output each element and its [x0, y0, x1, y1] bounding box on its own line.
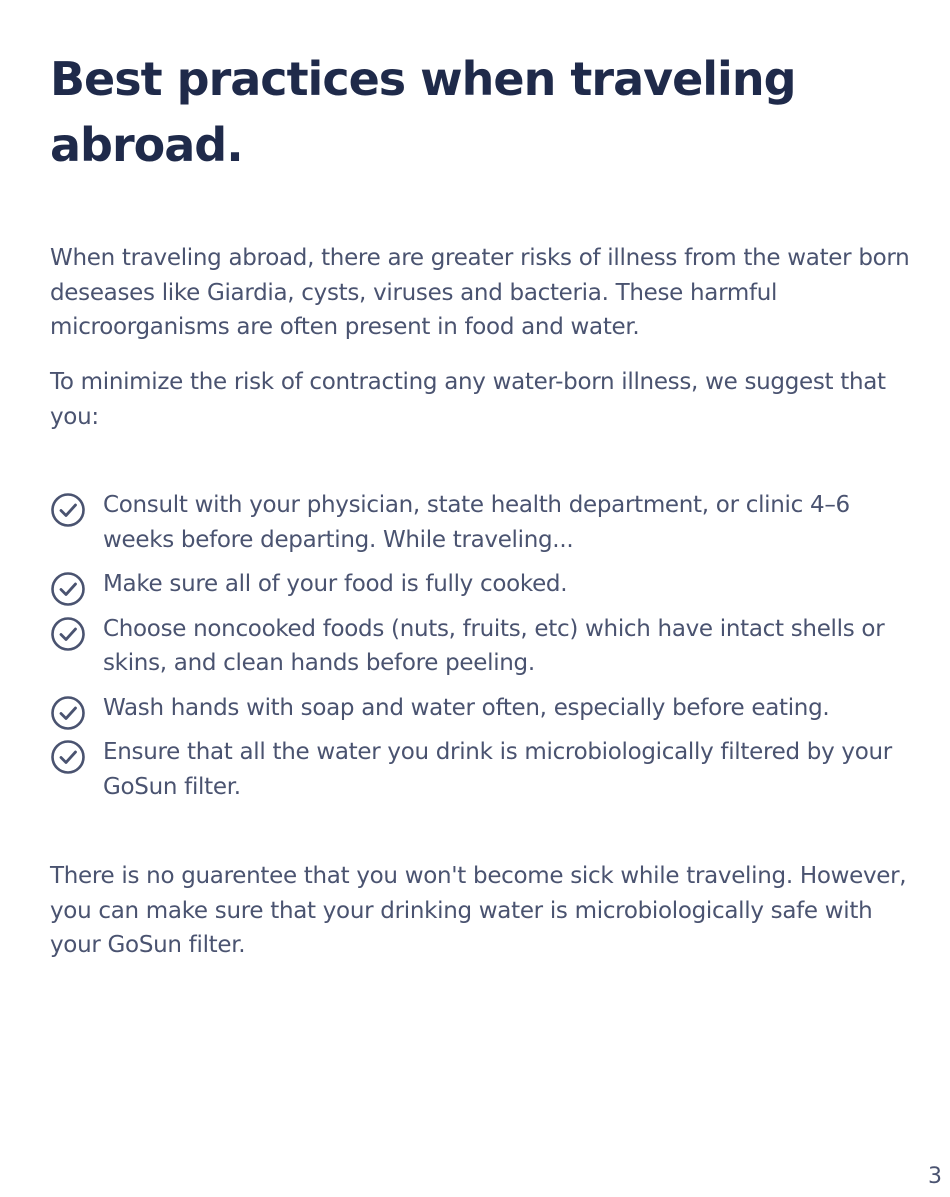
checklist-item [50, 567, 920, 602]
checklist-item-text: Wash hands with soap and water often, especially before eating. [103, 694, 830, 721]
check-circle-icon [50, 492, 86, 528]
travel-checklist [50, 488, 920, 814]
check-circle-icon [50, 739, 86, 775]
checklist-item-text: Make sure all of your food is fully cooked. [103, 571, 568, 597]
intro-paragraph-suggestion: To minimize the risk of contracting any water-born illness, we suggest that you: [50, 369, 886, 430]
check-circle-icon [50, 616, 86, 652]
checklist-item [50, 488, 920, 557]
checklist-item [50, 735, 920, 804]
check-circle-icon [50, 695, 86, 731]
check-circle-icon [50, 571, 86, 607]
checklist-item-text: Consult with your physician, state health department, or clinic 4–6 weeks before departing. While traveling... [103, 492, 850, 553]
page-number: 3 [928, 1164, 942, 1189]
closing-paragraph: There is no guarentee that you won't become sick while traveling. However, you can make sure that your drinking water is microbiologically safe with your GoSun filter. [50, 863, 907, 958]
checklist-item [50, 691, 920, 726]
page-title: Best practices when traveling abroad. [50, 52, 796, 172]
checklist-item-text: Choose noncooked foods (nuts, fruits, etc) which have intact shells or skins, and clean hands before peeling. [103, 615, 885, 676]
intro-paragraph-risks: When traveling abroad, there are greater risks of illness from the water born deseases like Giardia, cysts, viruses and bacteria. These harmful microorganisms are often present in food and water. [50, 245, 910, 340]
checklist-item-text: Ensure that all the water you drink is microbiologically filtered by your GoSun filter. [103, 739, 892, 800]
checklist-item [50, 612, 920, 681]
